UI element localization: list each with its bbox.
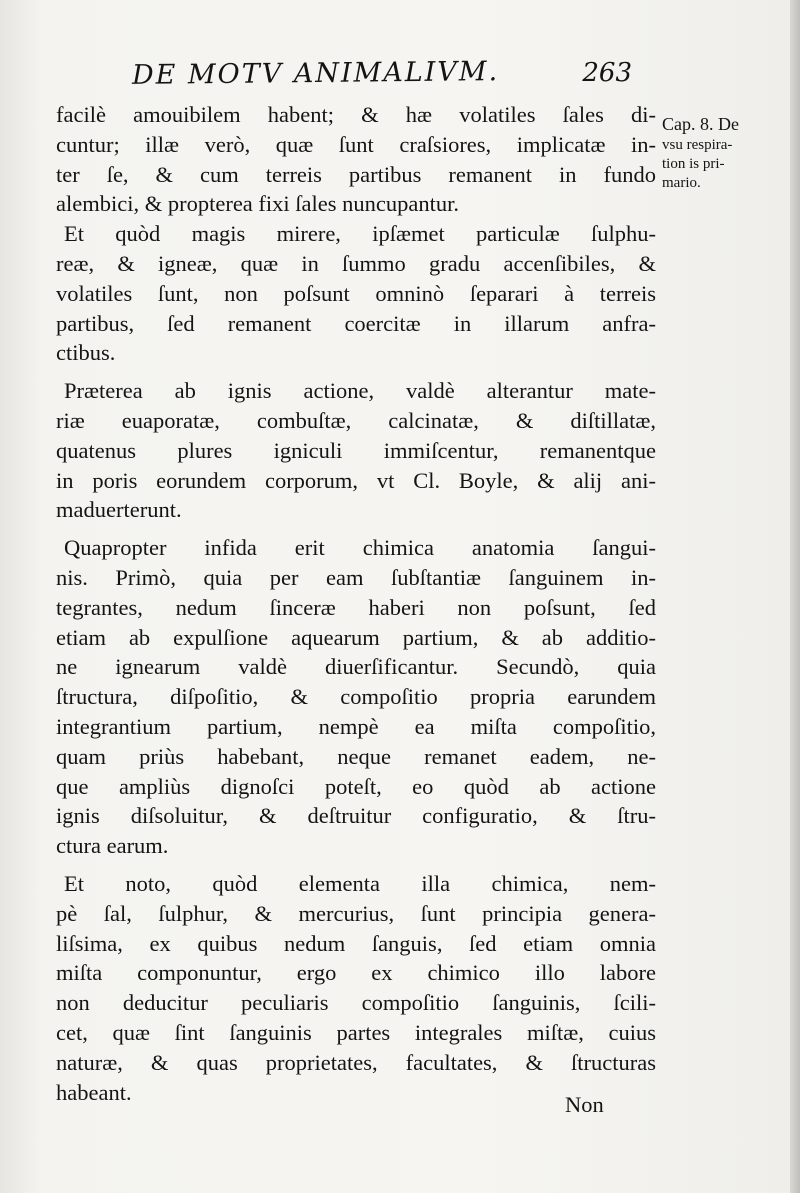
- page-header: [132, 58, 632, 98]
- text-line: miſta componuntur, ergo ex chimico illo labore: [56, 960, 656, 986]
- text-line: integrantium partium, nempè ea miſta compoſitio,: [56, 713, 656, 739]
- text-line: ignis diſsoluitur, & deſtruitur configuratio, & ſtru-: [56, 803, 656, 829]
- text-line: alembici, & propterea fixi ſales nuncupantur.: [56, 191, 459, 217]
- text-line: etiam ab expulſione aquearum partium, & ab additio-: [56, 624, 656, 650]
- text-line: Præterea ab ignis actione, valdè alterantur mate-: [64, 378, 656, 404]
- text-line: habeant.: [56, 1079, 132, 1105]
- text-line: liſsima, ex quibus nedum ſanguis, ſed etiam omnia: [56, 930, 656, 956]
- page-number: 263: [582, 58, 632, 88]
- text-line: naturæ, & quas proprietates, facultates, & ſtructuras: [56, 1049, 656, 1075]
- text-line: pè ſal, ſulphur, & mercurius, ſunt principia genera-: [56, 900, 656, 926]
- margin-note-line: tion is pri-: [662, 156, 725, 172]
- margin-note: [662, 112, 772, 193]
- text-line: volatiles ſunt, non poſsunt omninò ſeparari à terreis: [56, 280, 656, 306]
- text-line: non deducitur peculiaris compoſitio ſanguinis, ſcili-: [56, 990, 656, 1016]
- text-line: cet, quæ ſint ſanguinis partes integrales miſtæ, cuius: [56, 1019, 656, 1045]
- text-line: quatenus plures igniculi immiſcentur, remanentque: [56, 437, 656, 463]
- text-line: facilè amouibilem habent; & hæ volatiles ſales di-: [56, 102, 656, 127]
- body-text: [56, 100, 656, 1107]
- running-title: DE MOTV ANIMALIVM.: [131, 56, 500, 91]
- text-line: ſtructura, diſpoſitio, & compoſitio propria earundem: [56, 684, 656, 710]
- text-line: reæ, & igneæ, quæ in ſummo gradu accenſibiles, &: [56, 250, 656, 276]
- text-line: ctura earum.: [56, 833, 169, 859]
- text-line: tegrantes, nedum ſinceræ haberi non poſsunt, ſed: [56, 594, 656, 620]
- margin-note-line: mario.: [662, 175, 701, 191]
- text-line: cuntur; illæ verò, quæ ſunt craſsiores, implicatæ in-: [56, 131, 656, 157]
- page-edge: [790, 0, 800, 1193]
- text-line: ctibus.: [56, 340, 116, 366]
- text-line: Et quòd magis mirere, ipſæmet particulæ ſulphu-: [64, 221, 656, 247]
- margin-note-line: vsu respira-: [662, 137, 733, 153]
- text-line: riæ euaporatæ, combuſtæ, calcinatæ, & diſtillatæ,: [56, 407, 656, 433]
- text-line: partibus, ſed remanent coercitæ in illarum anfra-: [56, 310, 656, 336]
- text-line: que ampliùs dignoſci poteſt, eo quòd ab actione: [56, 773, 656, 799]
- text-line: nis. Primò, quia per eam ſubſtantiæ ſanguinem in-: [56, 564, 656, 590]
- catchword: Non: [565, 1092, 604, 1117]
- text-line: in poris eorundem corporum, vt Cl. Boyle, & alij ani-: [56, 467, 656, 493]
- text-line: ter ſe, & cum terreis partibus remanent in fundo: [56, 161, 656, 187]
- text-line: ne ignearum valdè diuerſificantur. Secundò, quia: [56, 654, 656, 680]
- text-line: Et noto, quòd elementa illa chimica, nem-: [64, 870, 656, 896]
- text-line: maduerterunt.: [56, 497, 182, 523]
- text-line: Quapropter infida erit chimica anatomia ſangui-: [64, 535, 656, 561]
- text-line: quam priùs habebant, neque remanet eadem, ne-: [56, 743, 656, 769]
- margin-note-line: Cap. 8. De: [662, 114, 739, 134]
